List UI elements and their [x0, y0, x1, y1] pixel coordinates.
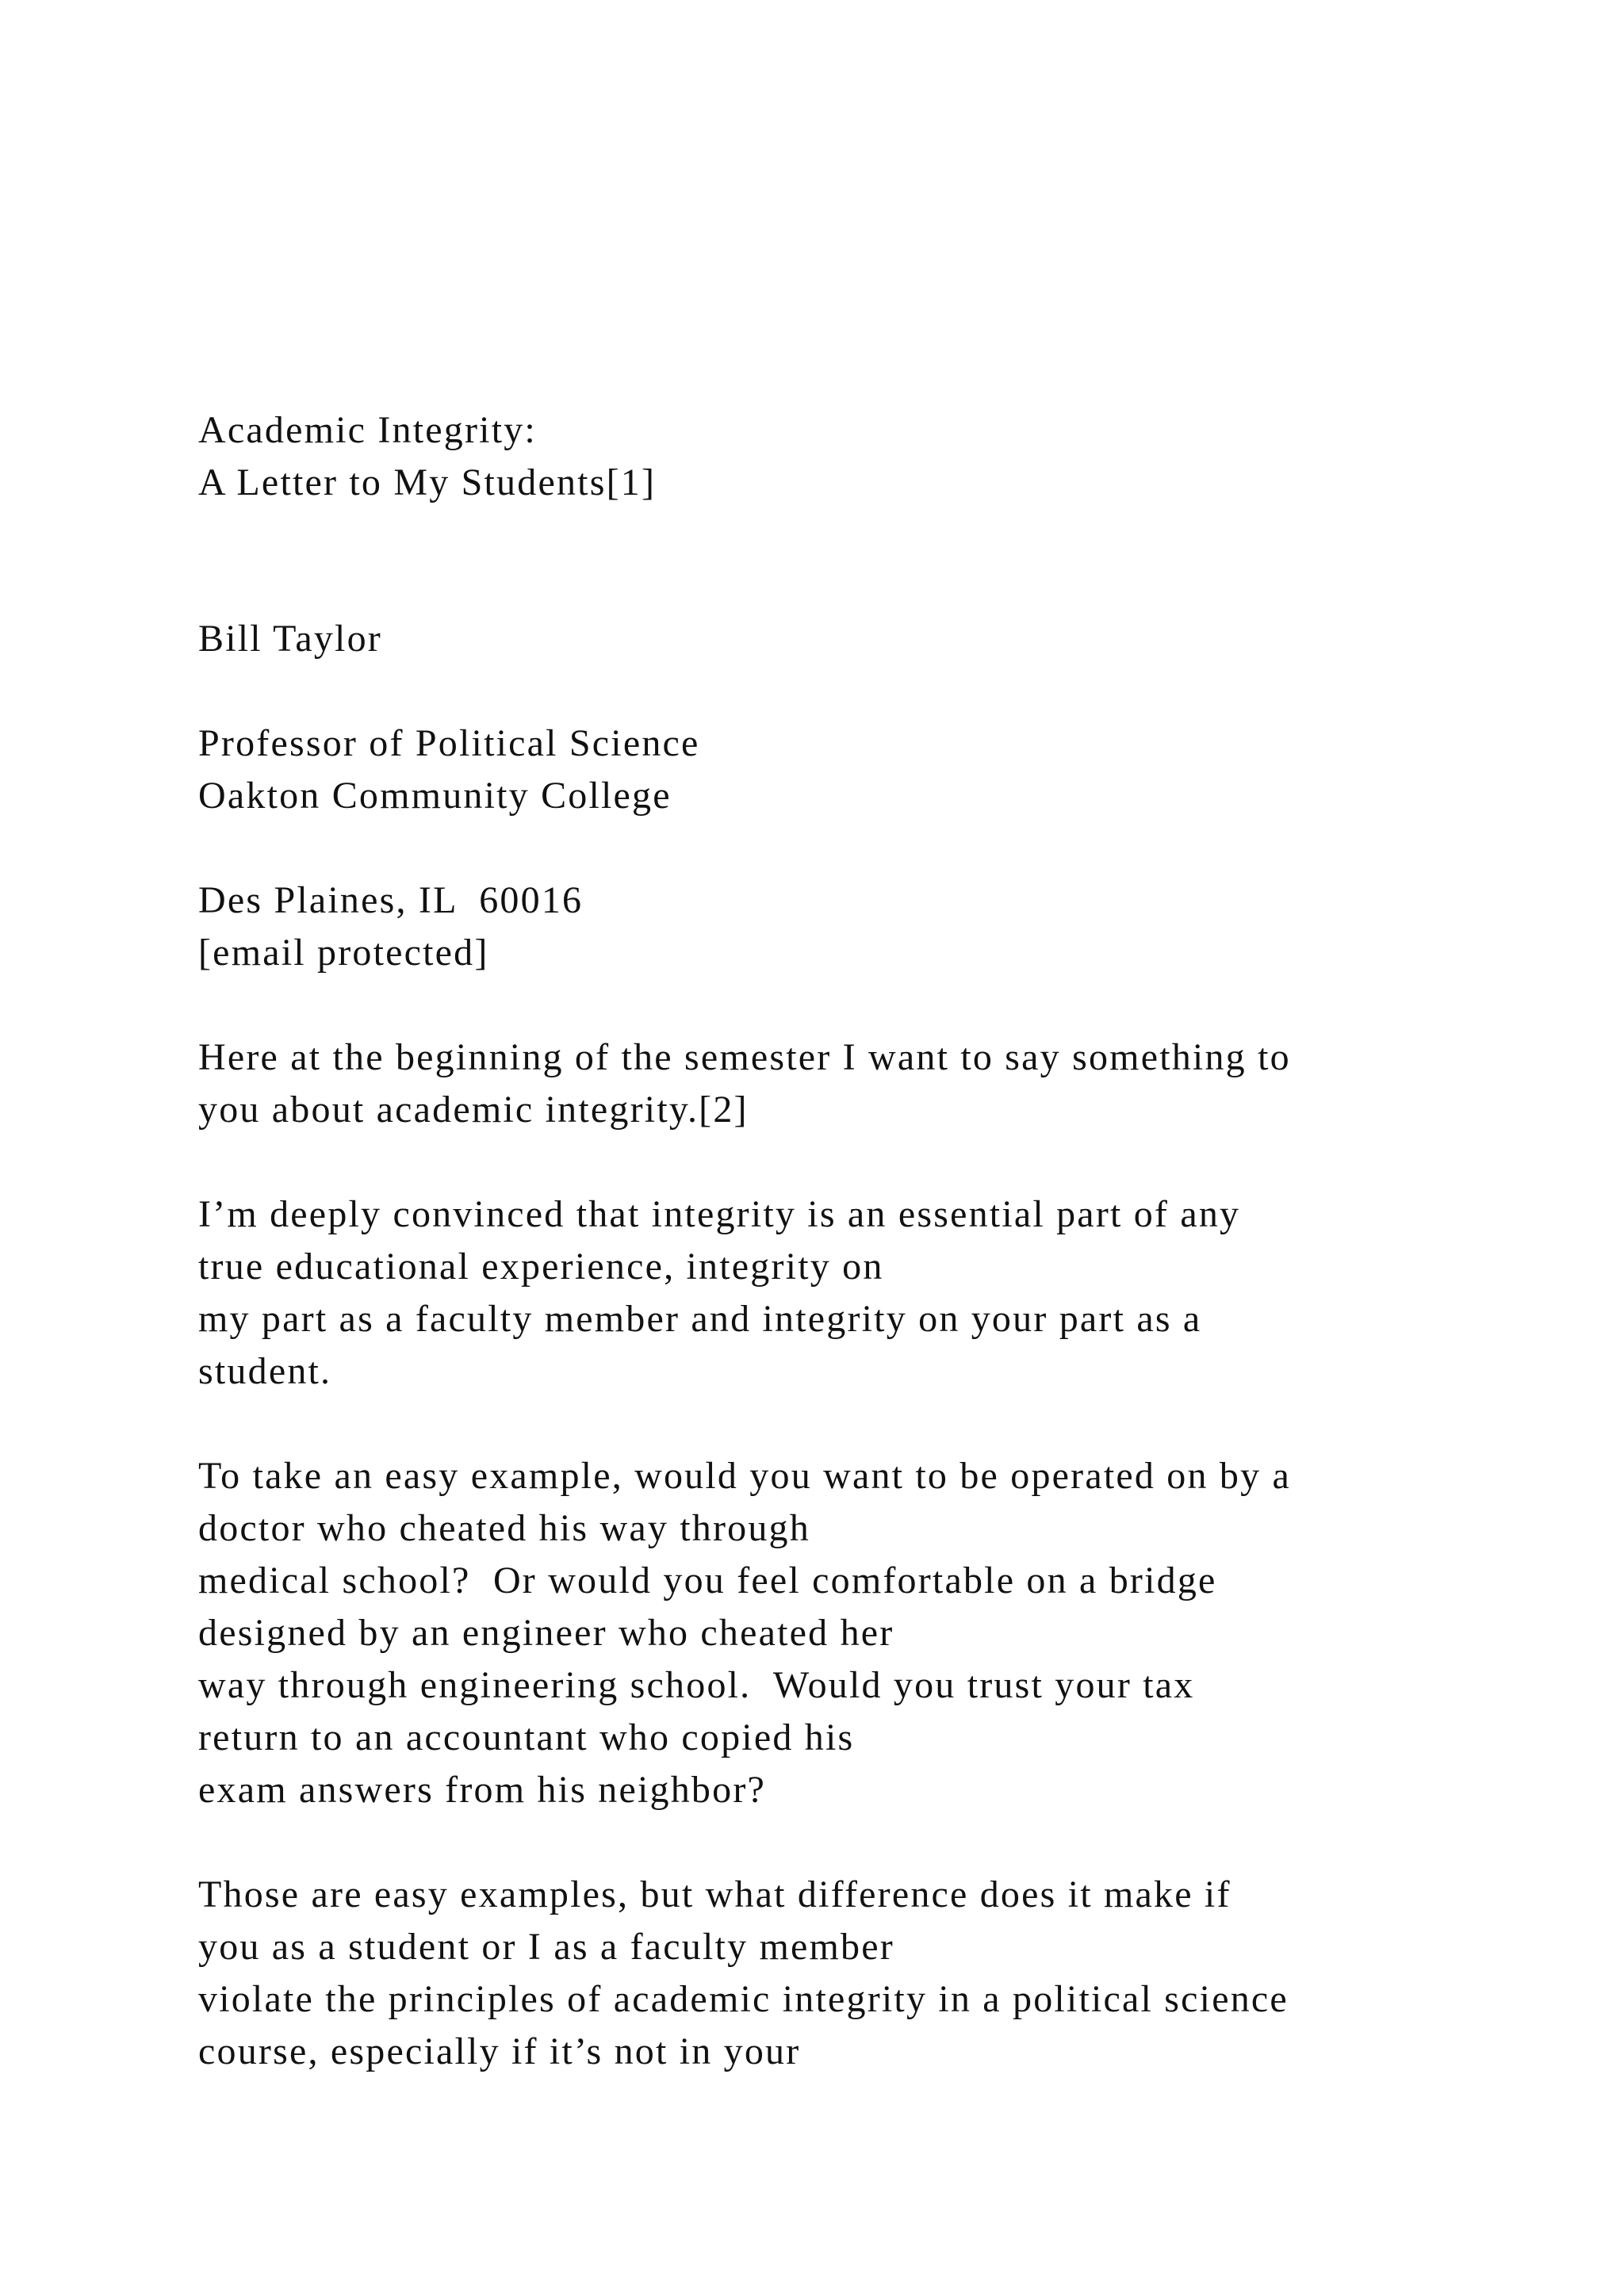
paragraph-line: student. — [198, 1350, 332, 1392]
spacer — [198, 665, 1546, 718]
paragraph — [198, 1869, 1546, 2078]
paragraph — [198, 1031, 1546, 1136]
paragraph-line: designed by an engineer who cheated her — [198, 1612, 894, 1654]
spacer — [198, 1816, 1546, 1869]
paragraph-line: violate the principles of academic integrity in a political science — [198, 1978, 1289, 2020]
paragraph-line: return to an accountant who copied his — [198, 1716, 855, 1758]
author-affiliation — [198, 718, 1546, 822]
spacer — [198, 1398, 1546, 1450]
paragraph-line: course, especially if it’s not in your — [198, 2030, 801, 2072]
letter-title — [198, 404, 1546, 509]
paragraph-line: Here at the beginning of the semester I want to say something to — [198, 1036, 1291, 1078]
spacer — [198, 509, 1546, 613]
paragraph-line: doctor who cheated his way through — [198, 1507, 810, 1549]
paragraph-line: exam answers from his neighbor? — [198, 1769, 767, 1811]
title-line-2: A Letter to My Students[1] — [198, 461, 657, 503]
author-position: Professor of Political Science — [198, 722, 700, 764]
paragraph — [198, 1450, 1546, 1816]
title-line-1: Academic Integrity: — [198, 409, 537, 451]
paragraph-line: you as a student or I as a faculty member — [198, 1926, 894, 1968]
author-email: [email protected] — [198, 932, 489, 974]
paragraph-line: Those are easy examples, but what difference does it make if — [198, 1873, 1231, 1915]
author-contact — [198, 874, 1546, 979]
paragraph-line: way through engineering school. Would you trust your tax — [198, 1664, 1195, 1706]
author-name: Bill Taylor — [198, 618, 382, 660]
paragraph-line: you about academic integrity.[2] — [198, 1089, 749, 1131]
paragraph-line: true educational experience, integrity on — [198, 1246, 884, 1288]
paragraph — [198, 1188, 1546, 1398]
letter-body — [198, 404, 1546, 2078]
paragraph-line: I’m deeply convinced that integrity is an essential part of any — [198, 1193, 1241, 1235]
paragraph-line: my part as a faculty member and integrity on your part as a — [198, 1298, 1202, 1340]
paragraph-line: To take an easy example, would you want to be operated on by a — [198, 1455, 1291, 1497]
spacer — [198, 1136, 1546, 1188]
paragraph-line: medical school? Or would you feel comfortable on a bridge — [198, 1559, 1217, 1601]
spacer — [198, 979, 1546, 1031]
author-institution: Oakton Community College — [198, 775, 672, 817]
spacer — [198, 822, 1546, 874]
author-address: Des Plaines, IL 60016 — [198, 879, 584, 921]
